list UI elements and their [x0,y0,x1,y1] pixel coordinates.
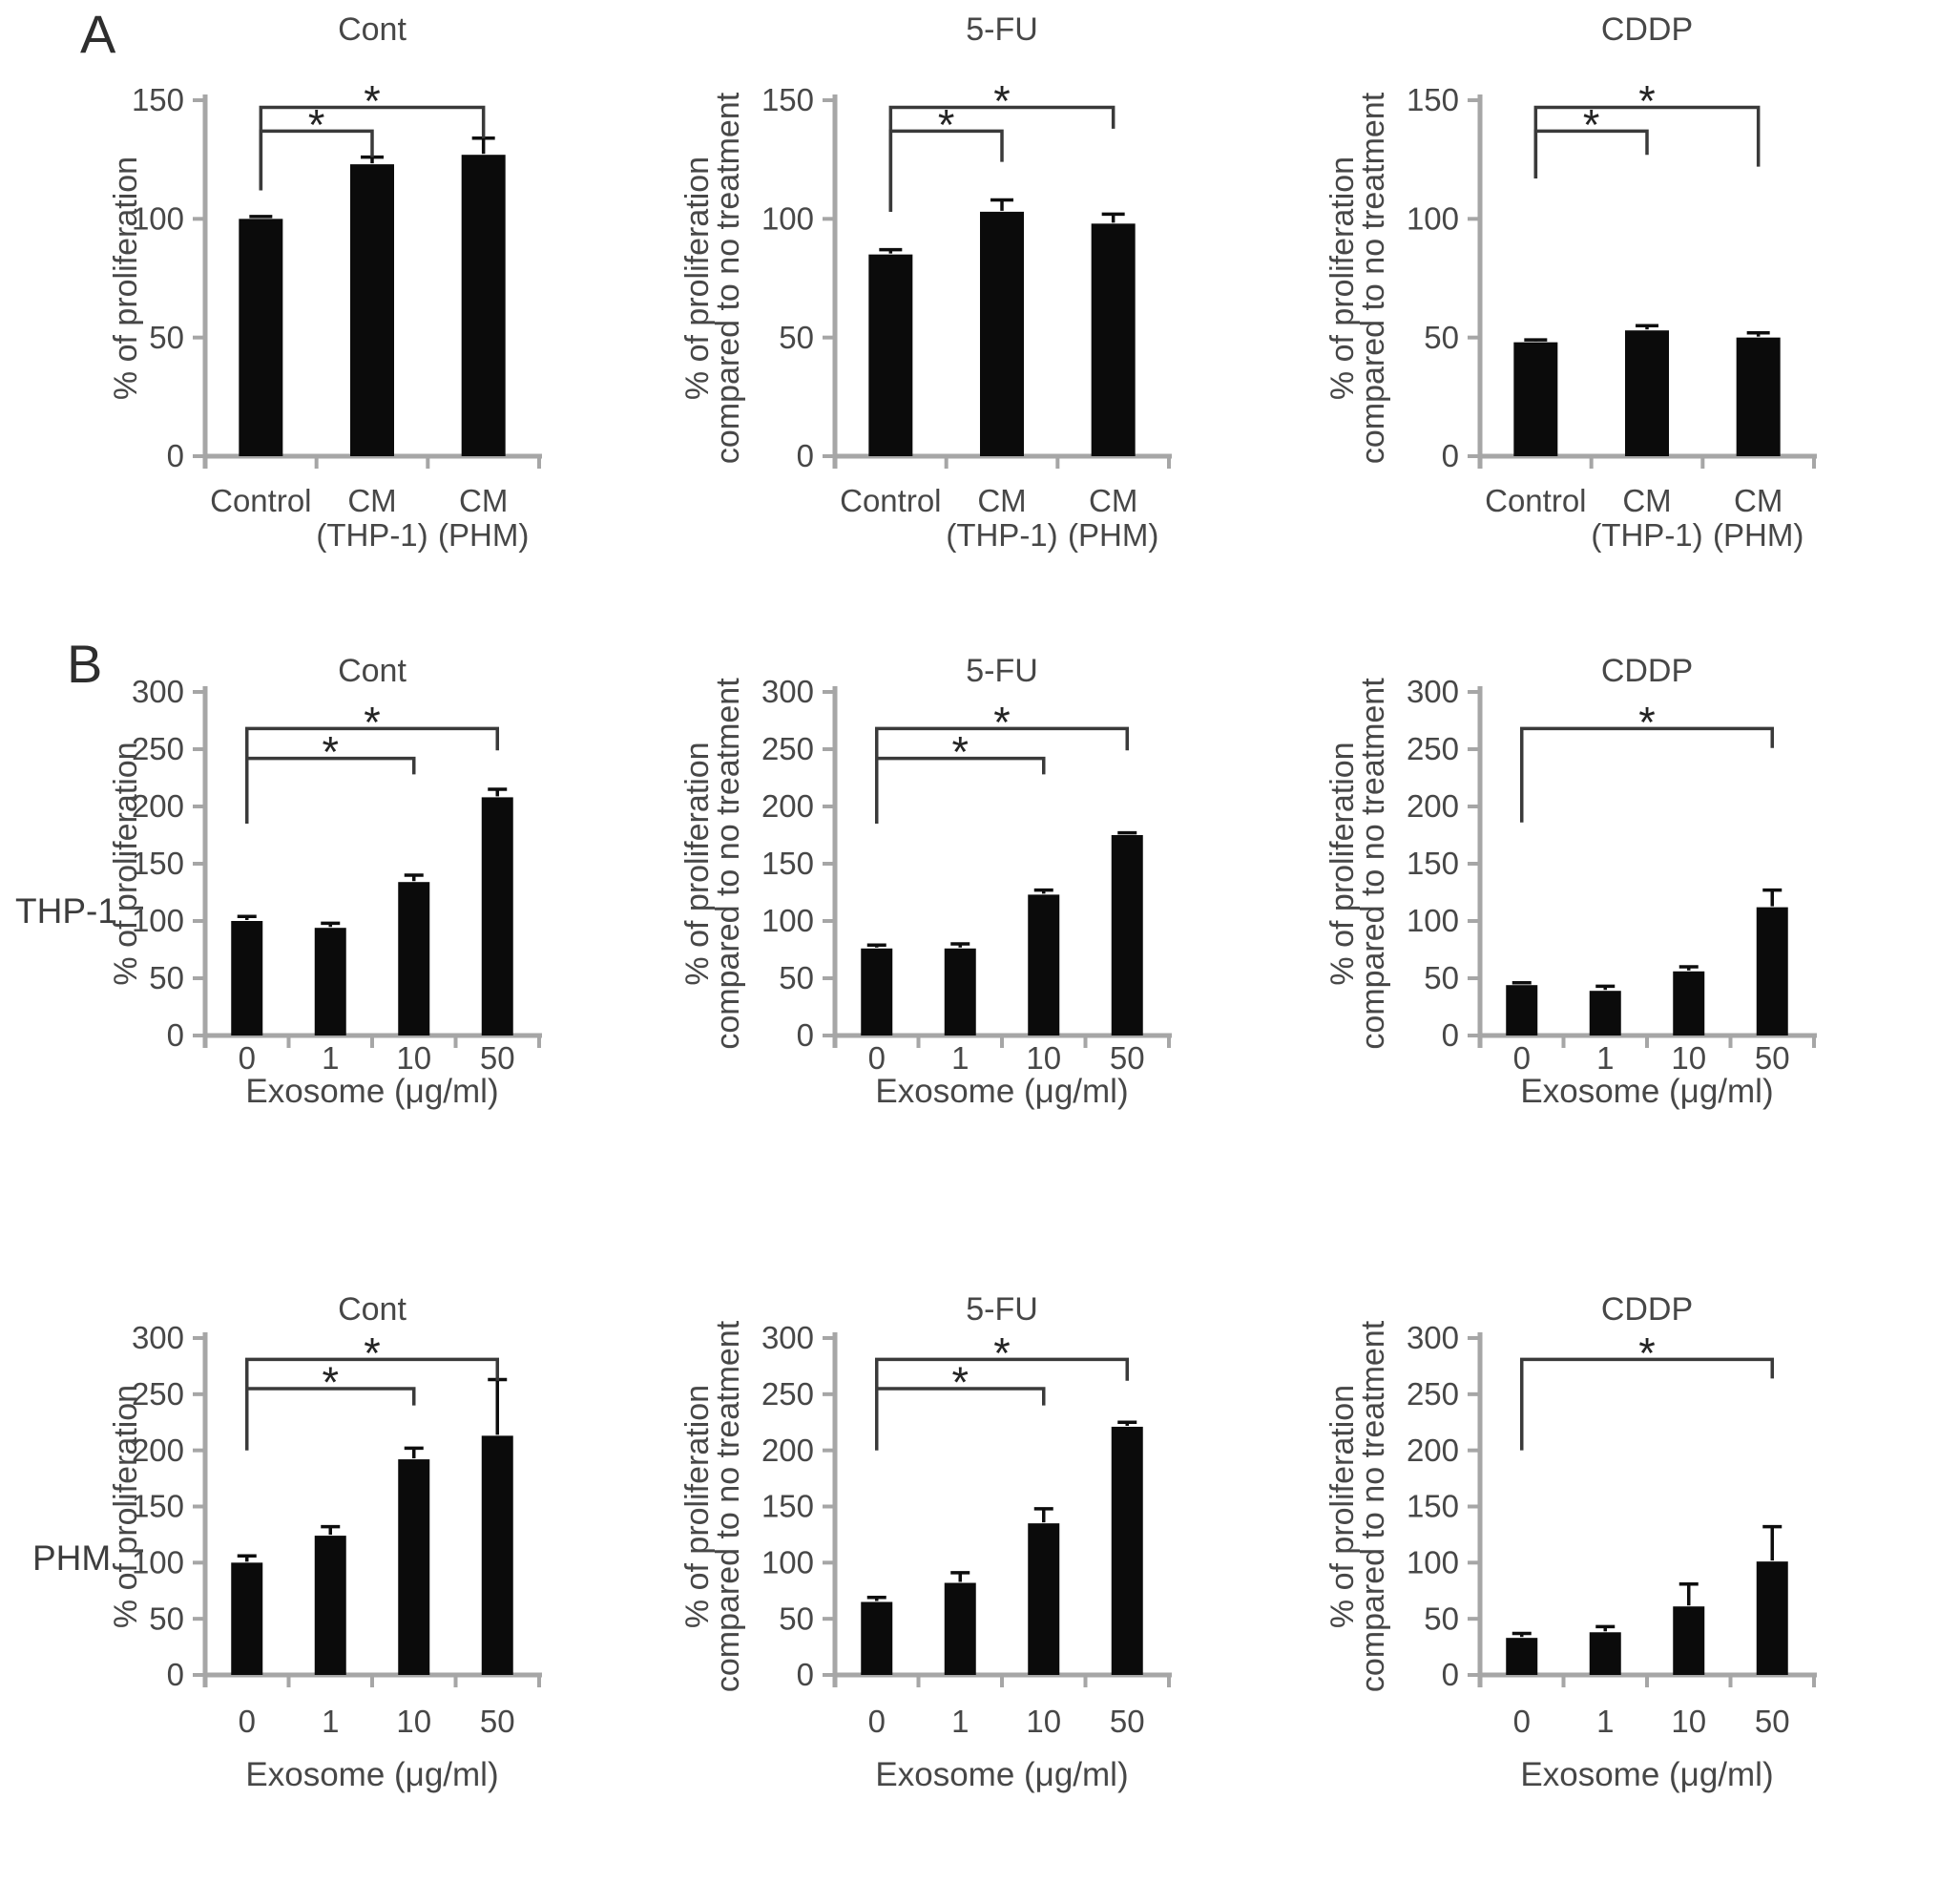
chart-title: 5-FU [966,653,1038,689]
y-tick-label: 150 [131,1488,184,1524]
y-tick-label: 150 [761,82,814,118]
bar [231,1562,262,1675]
y-axis-label: % of proliferation [1324,1384,1361,1629]
y-axis-label: compared to no treatment [709,1320,746,1693]
x-category-label: 1 [951,1040,970,1076]
bar [868,255,912,456]
x-category-label: Control [210,483,312,518]
bar [1673,1606,1704,1675]
y-tick-label: 250 [761,1376,814,1412]
y-tick-label: 150 [1406,1488,1459,1524]
significance-star: * [322,1357,340,1407]
x-axis-label: Exosome (μg/ml) [245,1073,499,1110]
bar [1092,223,1136,456]
y-tick-label: 300 [1406,1320,1459,1356]
x-category-label: 1 [1596,1704,1615,1739]
bar [482,797,513,1036]
x-category-label: 50 [1109,1040,1145,1076]
y-tick-label: 150 [1406,82,1459,118]
significance-star: * [993,1329,1011,1378]
chart-b-phm-cont [38,1284,668,1904]
y-tick-label: 100 [761,200,814,237]
significance-star: * [364,1329,381,1378]
x-category-label: Control [840,483,942,518]
bar [1757,908,1788,1036]
x-category-label: (PHM) [438,517,530,553]
x-category-label: 50 [1754,1704,1790,1739]
x-category-label: 10 [1671,1040,1707,1076]
y-tick-label: 50 [1424,1601,1459,1637]
x-axis-label: Exosome (μg/ml) [875,1756,1129,1793]
bar [1513,343,1557,456]
y-tick-label: 150 [131,82,184,118]
y-tick-label: 0 [796,1657,814,1693]
y-tick-label: 50 [1424,319,1459,355]
bar [398,1459,429,1675]
y-axis-label: compared to no treatment [709,92,746,465]
bar [980,212,1024,456]
y-tick-label: 0 [1441,1657,1459,1693]
y-tick-label: 0 [796,1017,814,1054]
y-tick-label: 150 [131,846,184,882]
row-label-phm: PHM [32,1538,112,1578]
significance-star: * [307,100,325,150]
x-category-label: CM [1089,483,1138,518]
chart-b-phm-5fu [630,1284,1260,1904]
y-tick-label: 50 [149,960,184,996]
chart-title: Cont [338,1291,407,1328]
y-tick-label: 200 [131,788,184,825]
x-category-label: 10 [396,1040,432,1076]
x-category-label: CM [347,483,397,518]
y-tick-label: 200 [1406,1432,1459,1468]
y-tick-label: 250 [1406,1376,1459,1412]
chart-b-phm-cddp [1275,1284,1905,1904]
y-tick-label: 50 [779,1601,814,1637]
bar [945,949,976,1036]
y-tick-label: 100 [1406,1544,1459,1580]
x-category-label: 1 [951,1704,970,1739]
y-tick-label: 50 [779,319,814,355]
row-label-thp1: THP-1 [15,891,117,931]
x-category-label: CM [1734,483,1783,518]
y-tick-label: 300 [761,1320,814,1356]
bar [315,1536,346,1675]
x-axis-label: Exosome (μg/ml) [875,1073,1129,1110]
significance-star: * [1638,698,1656,747]
bar [861,1602,892,1675]
y-axis-label: % of proliferation [678,156,716,401]
chart-title: Cont [338,653,407,689]
y-tick-label: 300 [131,674,184,710]
x-axis-label: Exosome (μg/ml) [245,1756,499,1793]
y-tick-label: 100 [131,200,184,237]
bar [1757,1561,1788,1675]
x-category-label: 50 [1109,1704,1145,1739]
bar [1028,1523,1059,1675]
bar [462,155,506,456]
x-category-label: 50 [479,1040,515,1076]
y-tick-label: 250 [1406,731,1459,767]
y-tick-label: 200 [1406,788,1459,825]
y-axis-label: % of proliferation [107,742,144,986]
x-category-label: 50 [1754,1040,1790,1076]
y-tick-label: 100 [761,903,814,939]
chart-a-cont [38,0,668,635]
y-axis-label: compared to no treatment [1354,92,1391,465]
x-category-label: (PHM) [1068,517,1159,553]
y-axis-label: % of proliferation [678,1384,716,1629]
y-tick-label: 0 [1441,438,1459,474]
panel-a-label: A [80,4,116,64]
chart-title: CDDP [1600,653,1694,689]
significance-star: * [951,1357,970,1407]
significance-star: * [322,727,340,777]
y-tick-label: 200 [131,1432,184,1468]
y-tick-label: 150 [1406,846,1459,882]
y-tick-label: 250 [131,1376,184,1412]
bar [1506,985,1537,1036]
y-axis-label: % of proliferation [678,742,716,986]
chart-a-5fu [630,0,1260,635]
x-category-label: (THP-1) [946,517,1058,553]
bar [945,1583,976,1675]
chart-title: 5-FU [966,11,1038,48]
significance-star: * [951,727,970,777]
bar [482,1435,513,1675]
chart-b-thp1-5fu [630,649,1260,1284]
y-axis-label: % of proliferation [107,1384,144,1629]
y-tick-label: 100 [131,903,184,939]
bar [1673,972,1704,1036]
y-tick-label: 250 [131,731,184,767]
y-axis-label: % of proliferation [107,156,144,401]
significance-star: * [1638,76,1656,126]
x-category-label: 0 [867,1040,886,1076]
bar [231,921,262,1036]
chart-b-thp1-cont [38,649,668,1284]
bar [861,949,892,1036]
bar [398,882,429,1036]
bar [1590,1632,1621,1675]
x-axis-label: Exosome (μg/ml) [1520,1073,1774,1110]
y-tick-label: 300 [1406,674,1459,710]
x-axis-label: Exosome (μg/ml) [1520,1756,1774,1793]
bar [315,928,346,1036]
y-tick-label: 300 [761,674,814,710]
chart-b-thp1-cddp [1275,649,1905,1284]
significance-star: * [937,100,955,150]
x-category-label: 50 [479,1704,515,1739]
panel-b-label: B [67,634,103,694]
significance-star: * [993,698,1011,747]
x-category-label: 10 [1026,1040,1062,1076]
significance-star: * [364,698,381,747]
bar [239,219,282,456]
y-axis-label: compared to no treatment [1354,678,1391,1050]
x-category-label: 0 [867,1704,886,1739]
bar [1625,330,1669,456]
x-category-label: (THP-1) [316,517,428,553]
x-category-label: 1 [322,1040,340,1076]
significance-star: * [364,76,381,126]
x-category-label: (THP-1) [1591,517,1703,553]
y-tick-label: 250 [761,731,814,767]
chart-title: 5-FU [966,1291,1038,1328]
x-category-label: 0 [238,1704,256,1739]
y-tick-label: 150 [761,1488,814,1524]
y-tick-label: 0 [796,438,814,474]
y-tick-label: 100 [761,1544,814,1580]
y-tick-label: 50 [149,1601,184,1637]
bar [1112,835,1143,1036]
bar [1028,894,1059,1036]
x-category-label: (PHM) [1713,517,1804,553]
y-tick-label: 150 [761,846,814,882]
bar [1112,1427,1143,1675]
y-tick-label: 50 [779,960,814,996]
y-tick-label: 50 [149,319,184,355]
x-category-label: 1 [1596,1040,1615,1076]
significance-star: * [1582,100,1600,150]
y-tick-label: 200 [761,1432,814,1468]
x-category-label: Control [1485,483,1587,518]
y-axis-label: compared to no treatment [1354,1320,1391,1693]
bar [1506,1638,1537,1675]
x-category-label: 10 [1026,1704,1062,1739]
x-category-label: 0 [238,1040,256,1076]
y-axis-label: % of proliferation [1324,156,1361,401]
x-category-label: 10 [396,1704,432,1739]
chart-title: CDDP [1600,11,1694,48]
x-category-label: 0 [1512,1040,1531,1076]
bar [350,164,394,456]
y-tick-label: 0 [1441,1017,1459,1054]
y-tick-label: 0 [166,438,184,474]
x-category-label: CM [1622,483,1672,518]
x-category-label: 0 [1512,1704,1531,1739]
chart-a-cddp [1275,0,1905,635]
chart-title: Cont [338,11,407,48]
y-axis-label: % of proliferation [1324,742,1361,986]
x-category-label: CM [459,483,509,518]
y-tick-label: 0 [166,1657,184,1693]
y-tick-label: 100 [1406,200,1459,237]
y-tick-label: 100 [131,1544,184,1580]
significance-star: * [1638,1329,1656,1378]
y-axis-label: compared to no treatment [709,678,746,1050]
bar [1737,338,1781,456]
y-tick-label: 100 [1406,903,1459,939]
y-tick-label: 300 [131,1320,184,1356]
x-category-label: 10 [1671,1704,1707,1739]
y-tick-label: 50 [1424,960,1459,996]
y-tick-label: 200 [761,788,814,825]
x-category-label: CM [977,483,1027,518]
y-tick-label: 0 [166,1017,184,1054]
bar [1590,991,1621,1036]
significance-star: * [993,76,1011,126]
x-category-label: 1 [322,1704,340,1739]
chart-title: CDDP [1600,1291,1694,1328]
